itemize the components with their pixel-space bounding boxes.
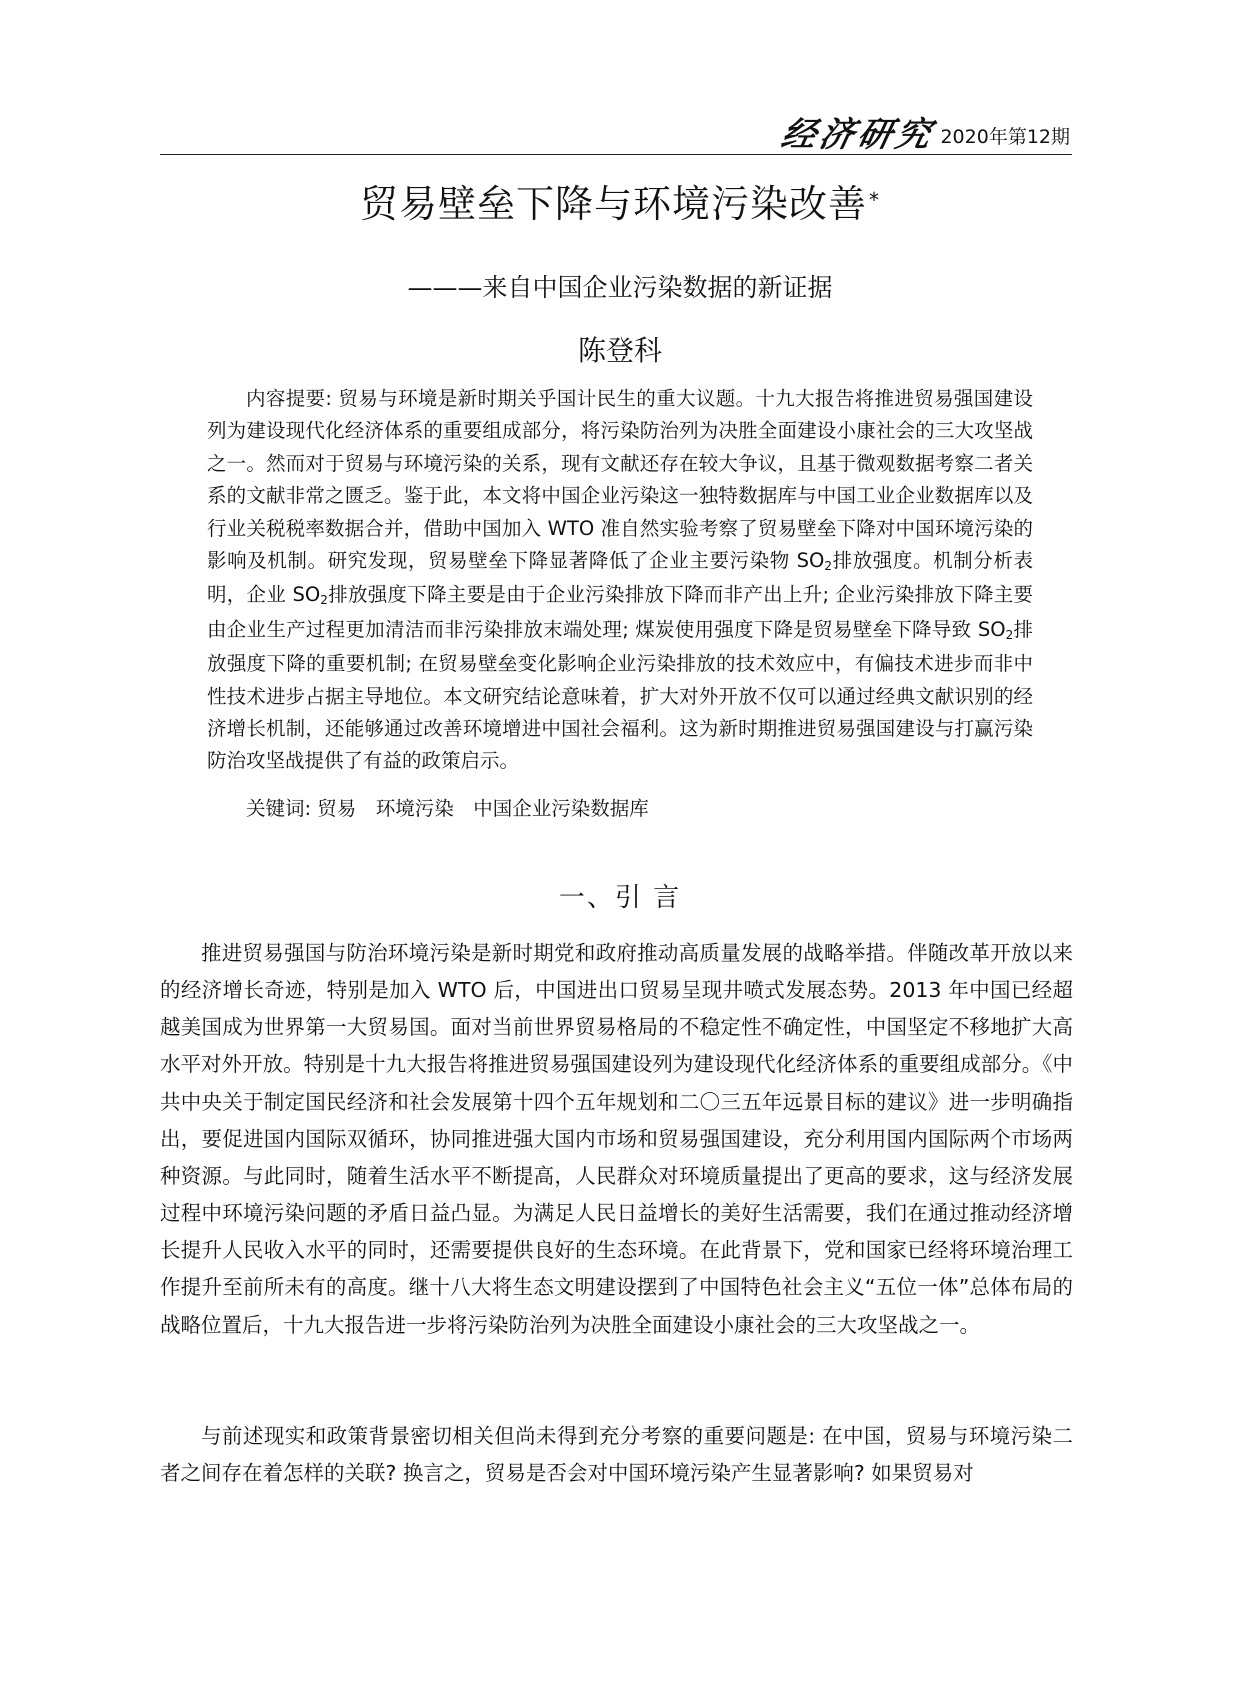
abstract-text-2: 排放强度。机制分析表明，企业 SO (207, 549, 1033, 607)
abstract-subscript-2: 2 (320, 593, 328, 608)
journal-name: 经济研究 (777, 115, 939, 155)
author-name: 陈登科 (577, 334, 662, 367)
article-subtitle: ———来自中国企业污染数据的新证据 (407, 273, 833, 302)
abstract (207, 383, 1033, 778)
abstract-subscript-3: 2 (1005, 627, 1014, 642)
running-header (160, 116, 1072, 155)
abstract-text-1: 内容提要: 贸易与环境是新时期关乎国计民生的重大议题。十九大报告将推进贸易强国建设列为建设现代化经济体系的重要组成部分，将污染防治列为决胜全面建设小康社会的三大攻坚战之一。然而对于贸易与环境污染的关系，现有文献还存在较大争议，且基于微观数据考察二者关系的文献非常之匮乏。鉴于此，本文将中国企业污染这一独特数据库与中国工业企业数据库以及行业关税税率数据合并，借助中国加入 WTO 准自然实验考察了贸易壁垒下降对中国环境污染的影响及机制。研究发现，贸易壁垒下降显著降低了企业主要污染物 SO (207, 387, 1033, 573)
article-title (160, 180, 1080, 228)
article-title-text: 贸易壁垒下降与环境污染改善 (359, 182, 867, 226)
body-paragraph: 推进贸易强国与防治环境污染是新时期党和政府推动高质量发展的战略举措。伴随改革开放以来的经济增长奇迹，特别是加入 WTO 后，中国进出口贸易呈现井喷式发展态势。2013 年中国已经超越美国成为世界第一大贸易国。面对当前世界贸易格局的不稳定性不确定性，中国坚定不移地扩大高水平对外开放。特别是十九大报告将推进贸易强国建设列为建设现代化经济体系的重要组成部分。《中共中央关于制定国民经济和社会发展第十四个五年规划和二〇三五年远景目标的建议》进一步明确指出，要促进国内国际双循环，协同推进强大国内市场和贸易强国建设，充分利用国内国际两个市场两种资源。与此同时，随着生活水平不断提高，人民群众对环境质量提出了更高的要求，这与经济发展过程中环境污染问题的矛盾日益凸显。为满足人民日益增长的美好生活需要，我们在通过推动经济增长提升人民收入水平的同时，还需要提供良好的生态环境。在此背景下，党和国家已经将环境治理工作提升至前所未有的高度。继十八大将生态文明建设摆到了中国特色社会主义“五位一体”总体布局的战略位置后，十九大报告进一步将污染防治列为决胜全面建设小康社会的三大攻坚战之一。 (160, 941, 1073, 1337)
section-heading: 一、引 言 (558, 883, 682, 913)
issue-label: 2020年第12期 (940, 126, 1070, 148)
abstract-text-4: 排放强度下降的重要机制; 在贸易壁垒变化影响企业污染排放的技术效应中，有偏技术进步而非中性技术进步占据主导地位。本文研究结论意味着，扩大对外开放不仅可以通过经典文献识别的经济增长机制，还能够通过改善环境增进中国社会福利。这为新时期推进贸易强国建设与打赢污染防治攻坚战提供了有益的政策启示。 (207, 617, 1033, 773)
body-paragraph: 与前述现实和政策背景密切相关但尚未得到充分考察的重要问题是: 在中国，贸易与环境污染二者之间存在着怎样的关联? 换言之，贸易是否会对中国环境污染产生显著影响? 如果贸易对 (160, 1424, 1073, 1486)
keywords: 关键词: 贸易 环境污染 中国企业污染数据库 (246, 797, 649, 820)
abstract-text-3: 排放强度下降主要是由于企业污染排放下降而非产出上升; 企业污染排放下降主要由企业生产过程更加清洁而非污染排放末端处理; 煤炭使用强度下降是贸易壁垒下降导致 SO (207, 583, 1033, 641)
title-footnote-mark: * (869, 188, 880, 212)
abstract-subscript-1: 2 (824, 559, 832, 574)
